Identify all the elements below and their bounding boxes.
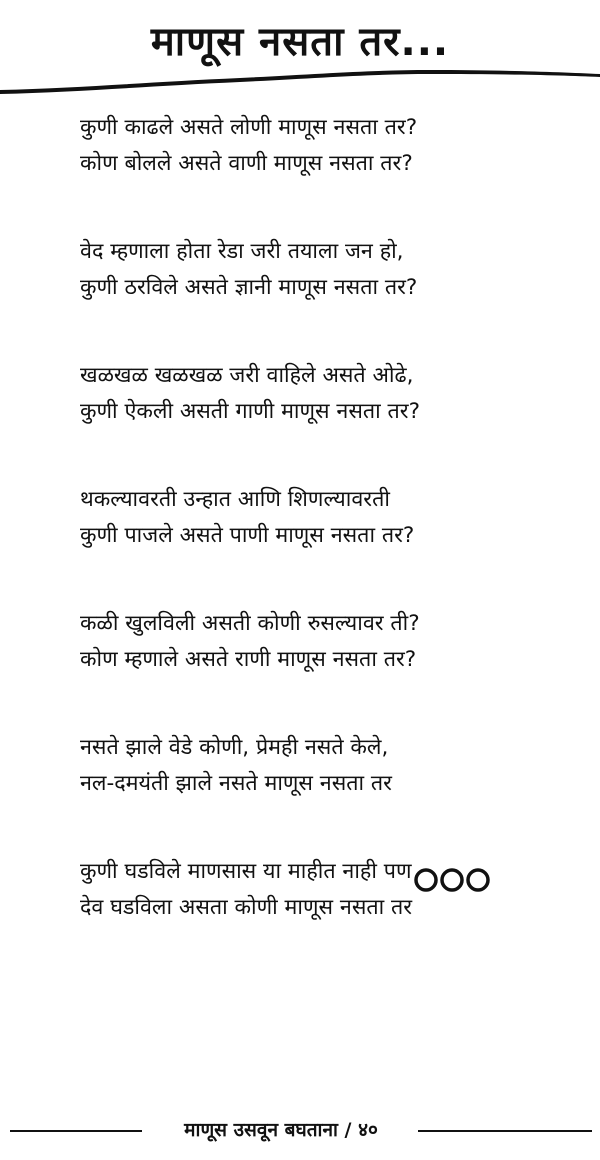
title-wave-divider — [0, 64, 600, 104]
poem-line: कळी खुलविली असती कोणी रुसल्यावर ती? — [80, 611, 420, 636]
stanza — [80, 358, 540, 430]
poem-line: कुणी घडविले माणसास या माहीत नाही पण — [80, 859, 412, 884]
stanza — [80, 110, 540, 182]
footer-rule-right — [418, 1130, 592, 1132]
stanza — [80, 606, 540, 678]
poem-line: कुणी ऐकली असती गाणी माणूस नसता तर? — [80, 399, 421, 424]
poem-line: नसते झाले वेडे कोणी, प्रेमही नसते केले, — [80, 735, 389, 760]
poem-line: कोण बोलले असते वाणी माणूस नसता तर? — [80, 151, 413, 176]
poem-line: कोण म्हणाले असते राणी माणूस नसता तर? — [80, 647, 417, 672]
poem-line: कुणी काढले असते लोणी माणूस नसता तर? — [80, 115, 418, 140]
poem-line: कुणी पाजले असते पाणी माणूस नसता तर? — [80, 523, 415, 548]
poem-line: वेद म्हणाला होता रेडा जरी तयाला जन हो, — [80, 239, 404, 264]
footer-book-title-page-number: माणूस उसवून बघताना / ४० — [184, 1119, 378, 1141]
stanza — [80, 730, 540, 802]
poem-line: कुणी ठरविले असते ज्ञानी माणूस नसता तर? — [80, 275, 418, 300]
stanza — [80, 482, 540, 554]
poem-body — [80, 110, 540, 978]
stanza — [80, 234, 540, 306]
three-circles-icon — [412, 865, 492, 895]
poem-title: माणूस नसता तर... — [150, 19, 450, 65]
page-footer — [0, 1110, 600, 1150]
poem-line: देव घडविला असता कोणी माणूस नसता तर — [80, 895, 413, 920]
poem-line: खळखळ खळखळ जरी वाहिले असते ओढे, — [80, 363, 414, 388]
poem-line: नल-दमयंती झाले नसते माणूस नसता तर — [80, 771, 392, 796]
footer-rule-left — [10, 1130, 142, 1132]
poem-line: थकल्यावरती उन्हात आणि शिणल्यावरती — [80, 487, 390, 512]
